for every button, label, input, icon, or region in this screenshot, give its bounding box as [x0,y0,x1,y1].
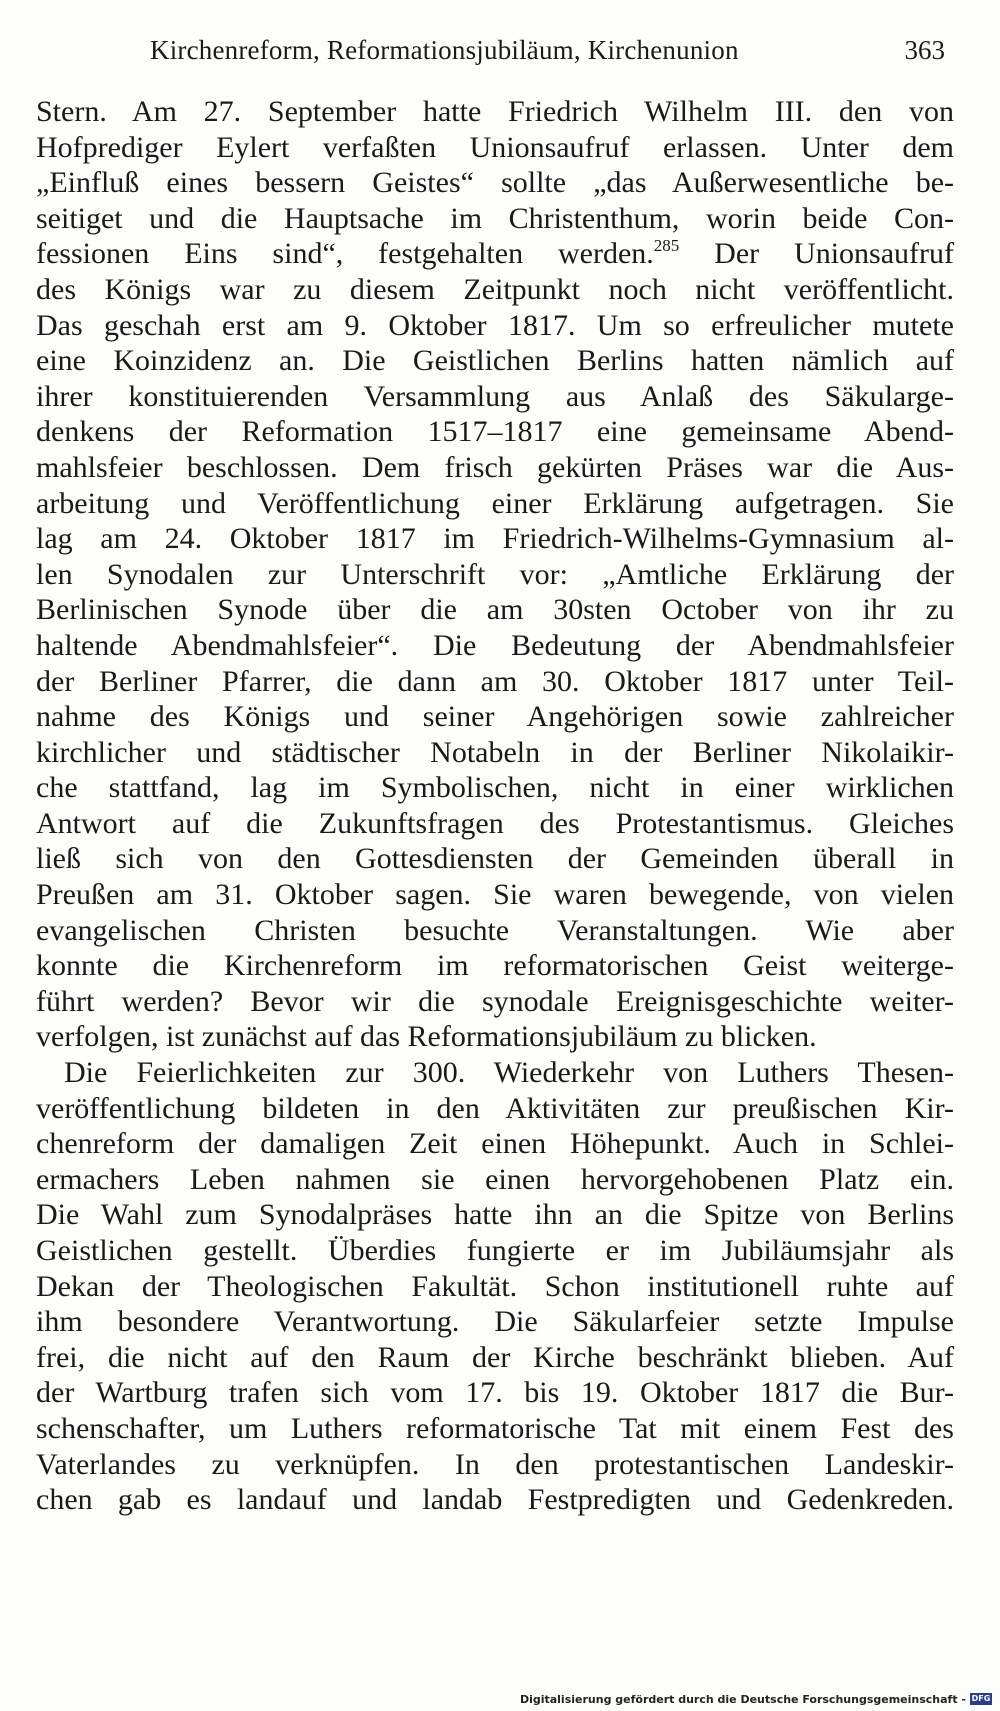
text-line: „Einfluß eines bessern Geistes“ sollte „das Außerwesentliche be- [36,166,954,200]
text-line: frei, die nicht auf den Raum der Kirche beschränkt blieben. Auf [36,1340,954,1374]
text-line: seitiget und die Hauptsache im Christenthum, worin beide Con- [36,201,954,235]
text-line: Antwort auf die Zukunftsfragen des Protestantismus. Gleiches [36,806,954,840]
text-line: chenreform der damaligen Zeit einen Höhepunkt. Auch in Schlei- [36,1127,954,1161]
text-line: len Synodalen zur Unterschrift vor: „Amtliche Erklärung der [36,557,954,591]
dfg-logo-icon: DFG [971,1694,991,1703]
text-line: che stattfand, lag im Symbolischen, nicht in einer wirklichen [36,771,954,805]
body-text [36,94,954,1518]
text-line: konnte die Kirchenreform im reformatorischen Geist weiterge- [36,949,954,983]
text-segment: fessionen Eins sind“, festgehalten werden. [36,237,654,271]
text-segment: Der Unionsaufruf [679,237,955,271]
text-line: Vaterlandes zu verknüpfen. In den protestantischen Landeskir- [36,1447,954,1481]
text-line: haltende Abendmahlsfeier“. Die Bedeutung der Abendmahlsfeier [36,628,954,662]
paragraph-end-line: verfolgen, ist zunächst auf das Reformationsjubiläum zu blicken. [36,1020,817,1054]
running-head-title: Kirchenreform, Reformationsjubiläum, Kirchenunion [150,35,739,65]
text-line: Preußen am 31. Oktober sagen. Sie waren bewegende, von vielen [36,878,954,912]
text-line: Hofprediger Eylert verfaßten Unionsaufruf erlassen. Unter dem [36,130,954,164]
text-line: Die Wahl zum Synodalpräses hatte ihn an die Spitze von Berlins [36,1198,954,1232]
text-line: arbeitung und Veröffentlichung einer Erklärung aufgetragen. Sie [36,486,954,520]
text-line: chen gab es landauf und landab Festpredigten und Gedenkreden. [36,1483,954,1517]
text-line: mahlsfeier beschlossen. Dem frisch gekürten Präses war die Aus- [36,450,954,484]
text-line: der Berliner Pfarrer, die dann am 30. Oktober 1817 unter Teil- [36,664,954,698]
text-line: Berlinischen Synode über die am 30sten October von ihr zu [36,593,954,627]
text-line-with-footnote [36,236,954,272]
text-line: schenschafter, um Luthers reformatorische Tat mit einem Fest des [36,1411,954,1445]
text-line: evangelischen Christen besuchte Veranstaltungen. Wie aber [36,913,954,947]
page-number: 363 [904,35,945,65]
text-line: Dekan der Theologischen Fakultät. Schon institutionell ruhte auf [36,1269,954,1303]
text-line: ermachers Leben nahmen sie einen hervorgehobenen Platz ein. [36,1162,954,1196]
footer-credit-text: Digitalisierung gefördert durch die Deutsche Forschungsgemeinschaft - [519,1692,966,1706]
text-line: denkens der Reformation 1517–1817 eine gemeinsame Abend- [36,415,954,449]
text-line: führt werden? Bevor wir die synodale Ereignisgeschichte weiter- [36,984,954,1018]
text-line: veröffentlichung bildeten in den Aktivitäten zur preußischen Kir- [36,1091,954,1125]
text-line: ihm besondere Verantwortung. Die Säkularfeier setzte Impulse [36,1305,954,1339]
text-line: des Königs war zu diesem Zeitpunkt noch nicht veröffentlicht. [36,272,954,306]
text-line: kirchlicher und städtischer Notabeln in der Berliner Nikolaikir- [36,735,954,769]
text-line: lag am 24. Oktober 1817 im Friedrich-Wilhelms-Gymnasium al- [36,522,954,556]
running-head [150,30,945,70]
text-line: eine Koinzidenz an. Die Geistlichen Berlins hatten nämlich auf [36,344,954,378]
footnote-reference[interactable]: 285 [653,236,680,256]
paragraph-start-line: Die Feierlichkeiten zur 300. Wiederkehr von Luthers Thesen- [64,1056,954,1090]
text-line: nahme des Königs und seiner Angehörigen sowie zahlreicher [36,700,954,734]
digitization-footer [520,1691,992,1707]
text-line: der Wartburg trafen sich vom 17. bis 19. Oktober 1817 die Bur- [36,1376,954,1410]
text-line: ihrer konstituierenden Versammlung aus Anlaß des Säkularge- [36,379,954,413]
text-line: Geistlichen gestellt. Überdies fungierte er im Jubiläumsjahr als [36,1234,954,1267]
text-line: Stern. Am 27. September hatte Friedrich Wilhelm III. den von [36,95,954,128]
text-line: Das geschah erst am 9. Oktober 1817. Um so erfreulicher mutete [36,308,954,342]
text-line: ließ sich von den Gottesdiensten der Gemeinden überall in [36,842,954,876]
